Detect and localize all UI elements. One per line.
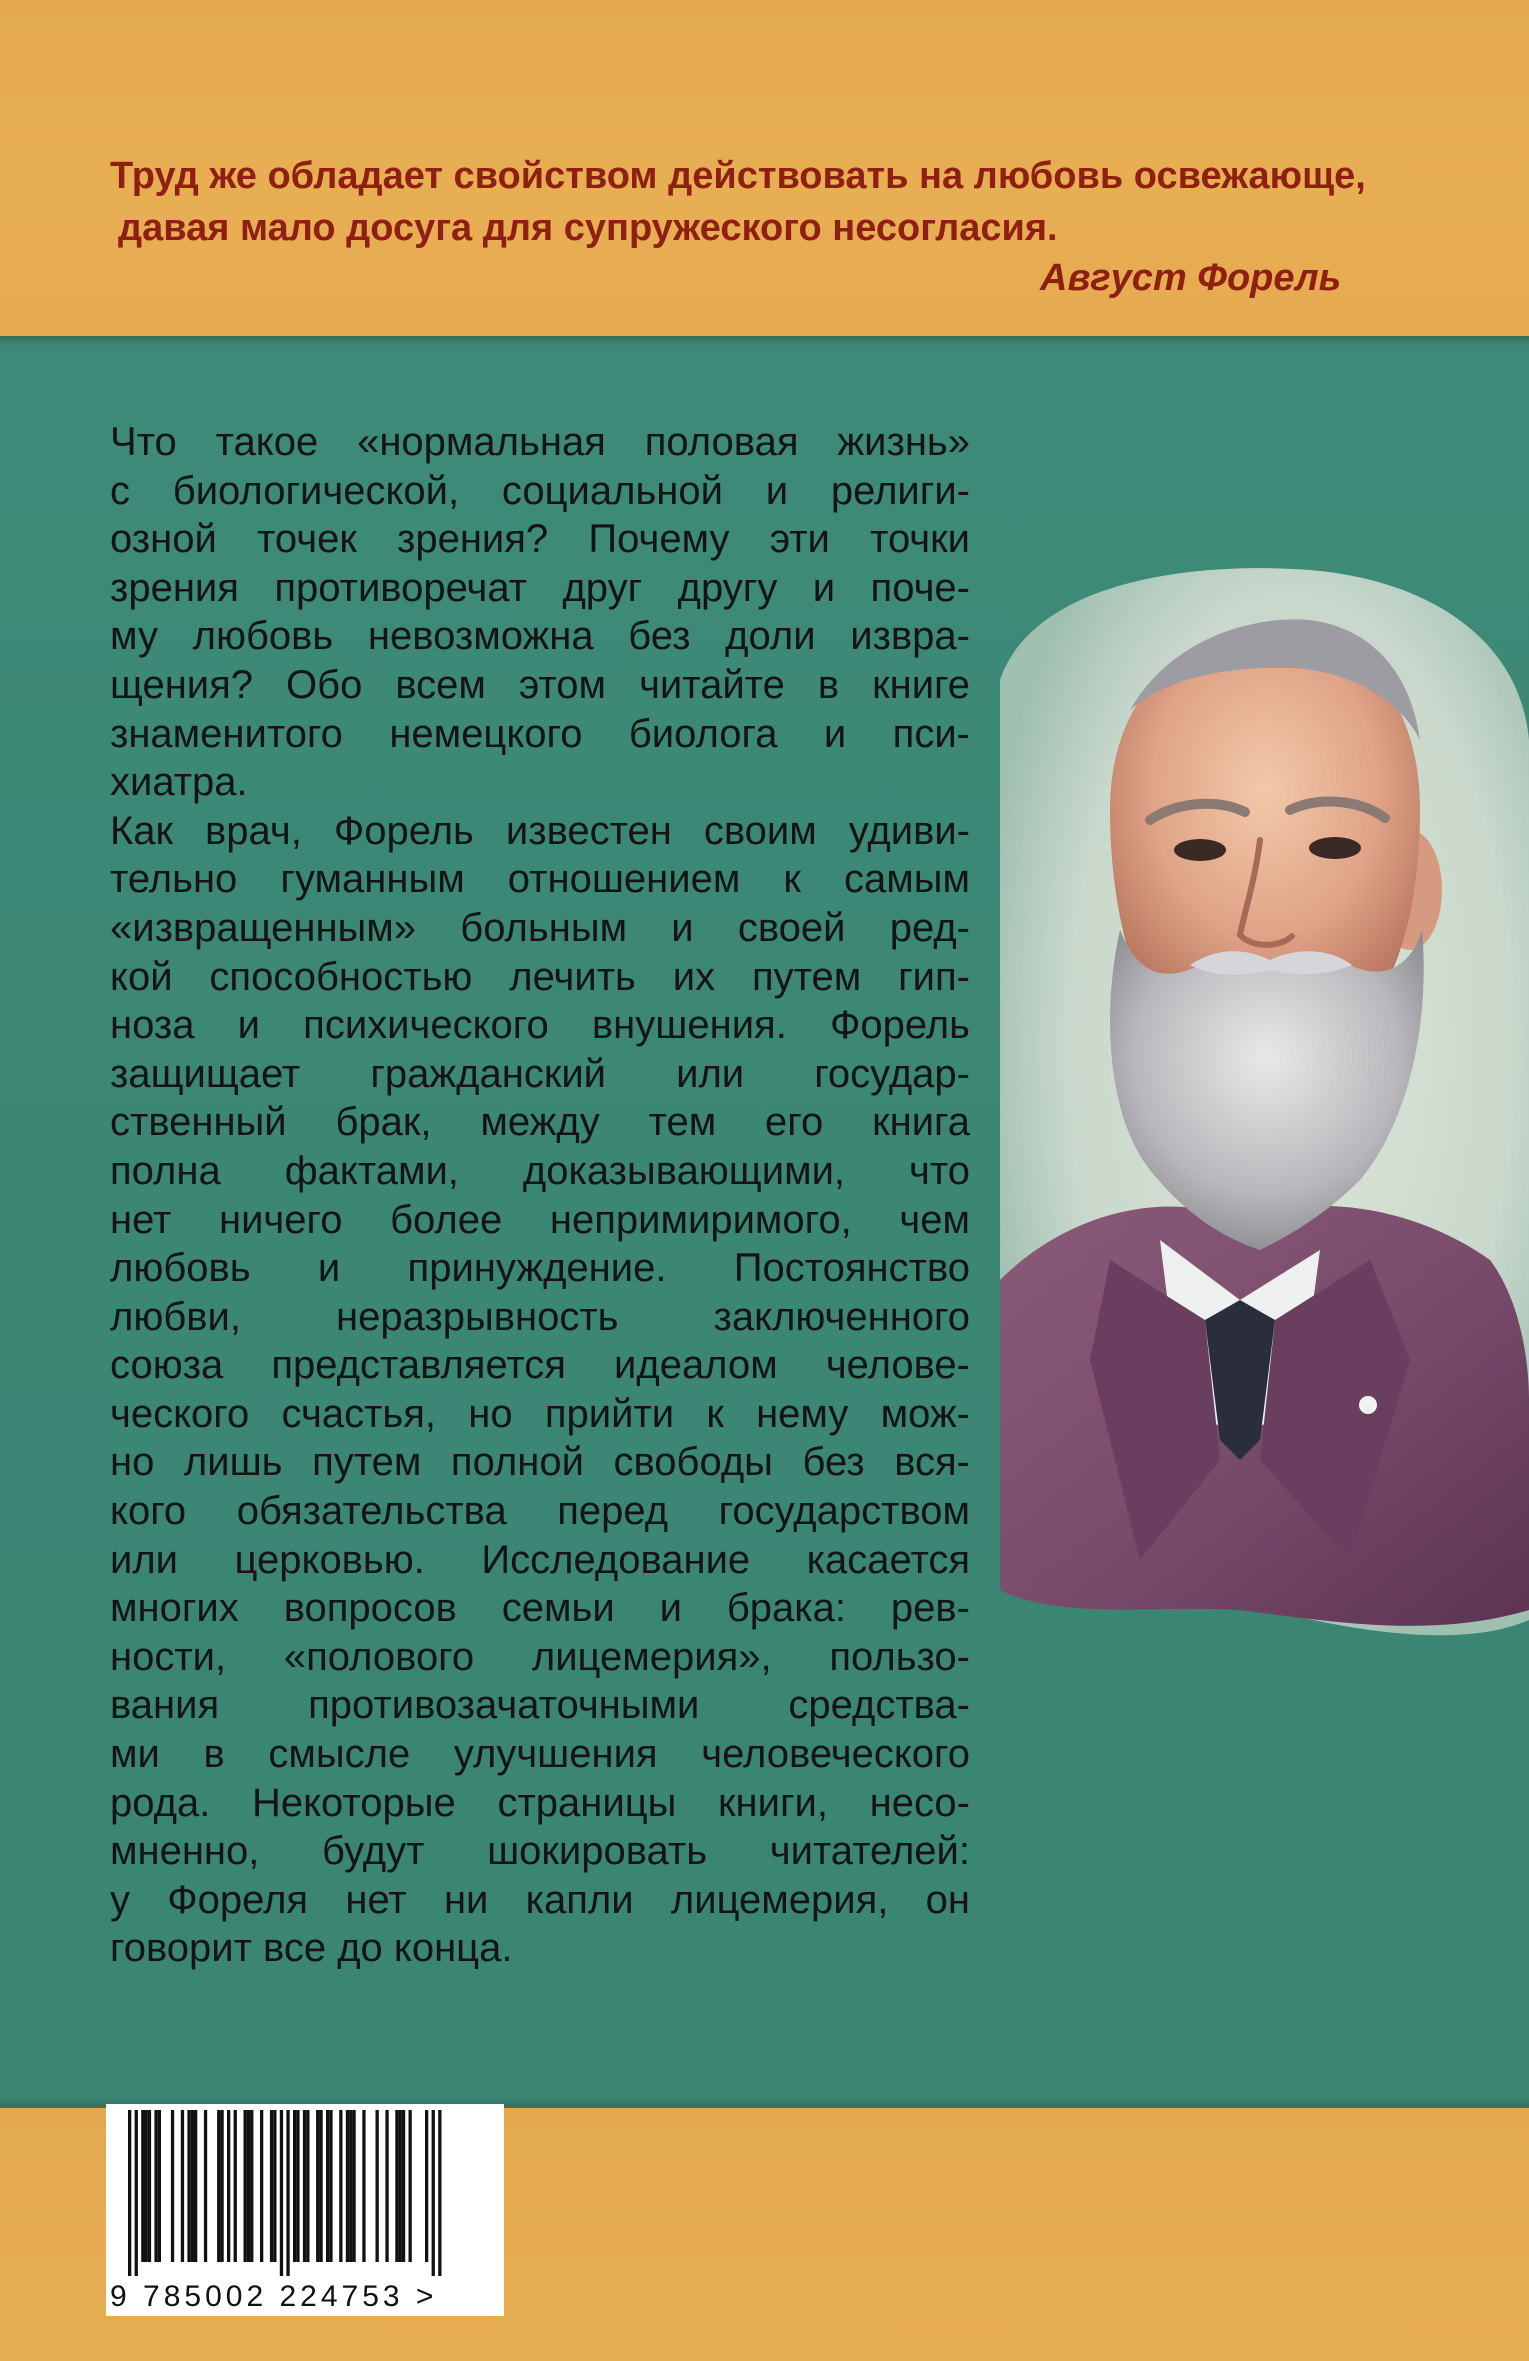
barcode-bar: [187, 2110, 190, 2262]
barcode-bar: [141, 2110, 144, 2262]
barcode-bar: [280, 2110, 283, 2276]
description-line: говорит все до конца.: [110, 1926, 513, 1971]
description-line: с биологической, социальной и религи-: [110, 468, 970, 513]
description-line: Как врач, Форель известен своим удиви-: [110, 808, 970, 853]
barcode-bar: [171, 2110, 174, 2262]
description-line: ми в смысле улучшения человеческого: [110, 1732, 970, 1777]
description-line: многих вопросов семьи и брака: рев-: [110, 1586, 970, 1631]
description-line: мненно, будут шокировать читателей:: [110, 1829, 970, 1874]
barcode-bar: [270, 2110, 273, 2262]
author-portrait: [990, 560, 1529, 1660]
barcode-bar: [227, 2110, 230, 2262]
top-band: [0, 0, 1529, 336]
isbn-barcode: [106, 2104, 504, 2316]
barcode-bar: [296, 2110, 299, 2262]
barcode-bar: [148, 2110, 151, 2262]
description-line: но лишь путем полной свободы без вся-: [110, 1440, 970, 1485]
description-line: ности, «полового лицемерия», пользо-: [110, 1634, 970, 1679]
description-line: «извращенным» больным и своей ред-: [110, 905, 970, 950]
epigraph-quote: [110, 150, 1366, 254]
barcode-bar: [376, 2110, 379, 2262]
barcode-bar: [395, 2110, 398, 2262]
barcode-bar: [244, 2110, 247, 2262]
barcode-bar: [306, 2110, 309, 2262]
barcode-bar: [234, 2110, 237, 2262]
barcode-bar: [191, 2110, 194, 2262]
barcode-bar: [247, 2110, 250, 2262]
description-line: вания противозачаточными средства-: [110, 1683, 970, 1728]
barcode-bar: [346, 2110, 349, 2262]
epigraph-author: Август Форель: [1040, 257, 1342, 299]
description-line: тельно гуманным отношением к самым: [110, 857, 970, 902]
description-line: ческого счастья, но прийти к нему мож-: [110, 1391, 970, 1436]
barcode-bar: [349, 2110, 352, 2262]
barcode-bar: [293, 2110, 296, 2262]
band-shadow: [0, 336, 1529, 346]
description-line: знаменитого немецкого биолога и пси-: [110, 711, 970, 756]
barcode-bar: [352, 2110, 355, 2262]
barcode-bar: [158, 2110, 161, 2262]
description-text: [110, 418, 970, 1973]
barcode-bar: [145, 2110, 148, 2262]
portrait-illustration: [990, 560, 1529, 1660]
barcode-bar: [319, 2110, 322, 2262]
barcode-bar: [385, 2110, 388, 2262]
barcode-bar: [399, 2110, 402, 2262]
description-line: любовь и принуждение. Постоянство: [110, 1246, 970, 1291]
barcode-bar: [250, 2110, 253, 2262]
description-line: любви, неразрывность заключенного: [110, 1294, 970, 1339]
description-line: полна фактами, доказывающими, что: [110, 1148, 970, 1193]
barcode-bar: [286, 2110, 289, 2276]
description-line: зрения противоречат друг другу и поче-: [110, 565, 970, 610]
barcode-bar: [432, 2110, 435, 2276]
barcode-bar: [217, 2110, 220, 2262]
description-line: или церковью. Исследование касается: [110, 1537, 970, 1582]
description-line: хиатра.: [110, 760, 248, 805]
barcode-bar: [402, 2110, 405, 2262]
barcode-bar: [303, 2110, 306, 2262]
description-line: рода. Некоторые страницы книги, несо-: [110, 1780, 970, 1825]
barcode-bar: [194, 2110, 197, 2262]
description-line: у Фореля нет ни капли лицемерия, он: [110, 1877, 970, 1922]
barcode-bar: [438, 2110, 441, 2276]
barcode-bars: [106, 2104, 504, 2276]
barcode-digits: 9 785002 224753 >: [110, 2280, 438, 2313]
epigraph-line: давая мало досуга для супружеского несогласия.: [118, 207, 1058, 249]
barcode-bar: [128, 2110, 131, 2276]
barcode-bar: [326, 2110, 329, 2262]
barcode-bar: [204, 2110, 207, 2262]
description-line: защищает гражданский или государ-: [110, 1051, 970, 1096]
description-line: щения? Обо всем этом читайте в книге: [110, 662, 970, 707]
barcode-bar: [220, 2110, 223, 2262]
description-line: кой способностью лечить их путем гип-: [110, 954, 970, 999]
description-line: ноза и психического внушения. Форель: [110, 1003, 970, 1048]
description-line: му любовь невозможна без доли извра-: [110, 614, 970, 659]
barcode-bar: [362, 2110, 365, 2262]
barcode-bar: [181, 2110, 184, 2262]
description-line: ственный брак, между тем его книга: [110, 1100, 970, 1145]
barcode-bar: [260, 2110, 263, 2262]
barcode-bar: [135, 2110, 138, 2276]
barcode-bar: [329, 2110, 332, 2262]
barcode-bar: [316, 2110, 319, 2262]
barcode-bar: [273, 2110, 276, 2262]
barcode-bar: [425, 2110, 428, 2262]
description-line: союза представляется идеалом челове-: [110, 1343, 970, 1388]
epigraph-line: Труд же обладает свойством действовать на любовь освежающе,: [110, 155, 1366, 197]
description-line: Что такое «нормальная половая жизнь»: [110, 420, 970, 464]
barcode-bar: [409, 2110, 412, 2262]
description-line: кого обязательства перед государством: [110, 1489, 970, 1534]
description-line: озной точек зрения? Почему эти точки: [110, 517, 970, 562]
barcode-bar: [154, 2110, 157, 2262]
description-line: нет ничего более непримиримого, чем: [110, 1197, 970, 1242]
barcode-bar: [339, 2110, 342, 2262]
